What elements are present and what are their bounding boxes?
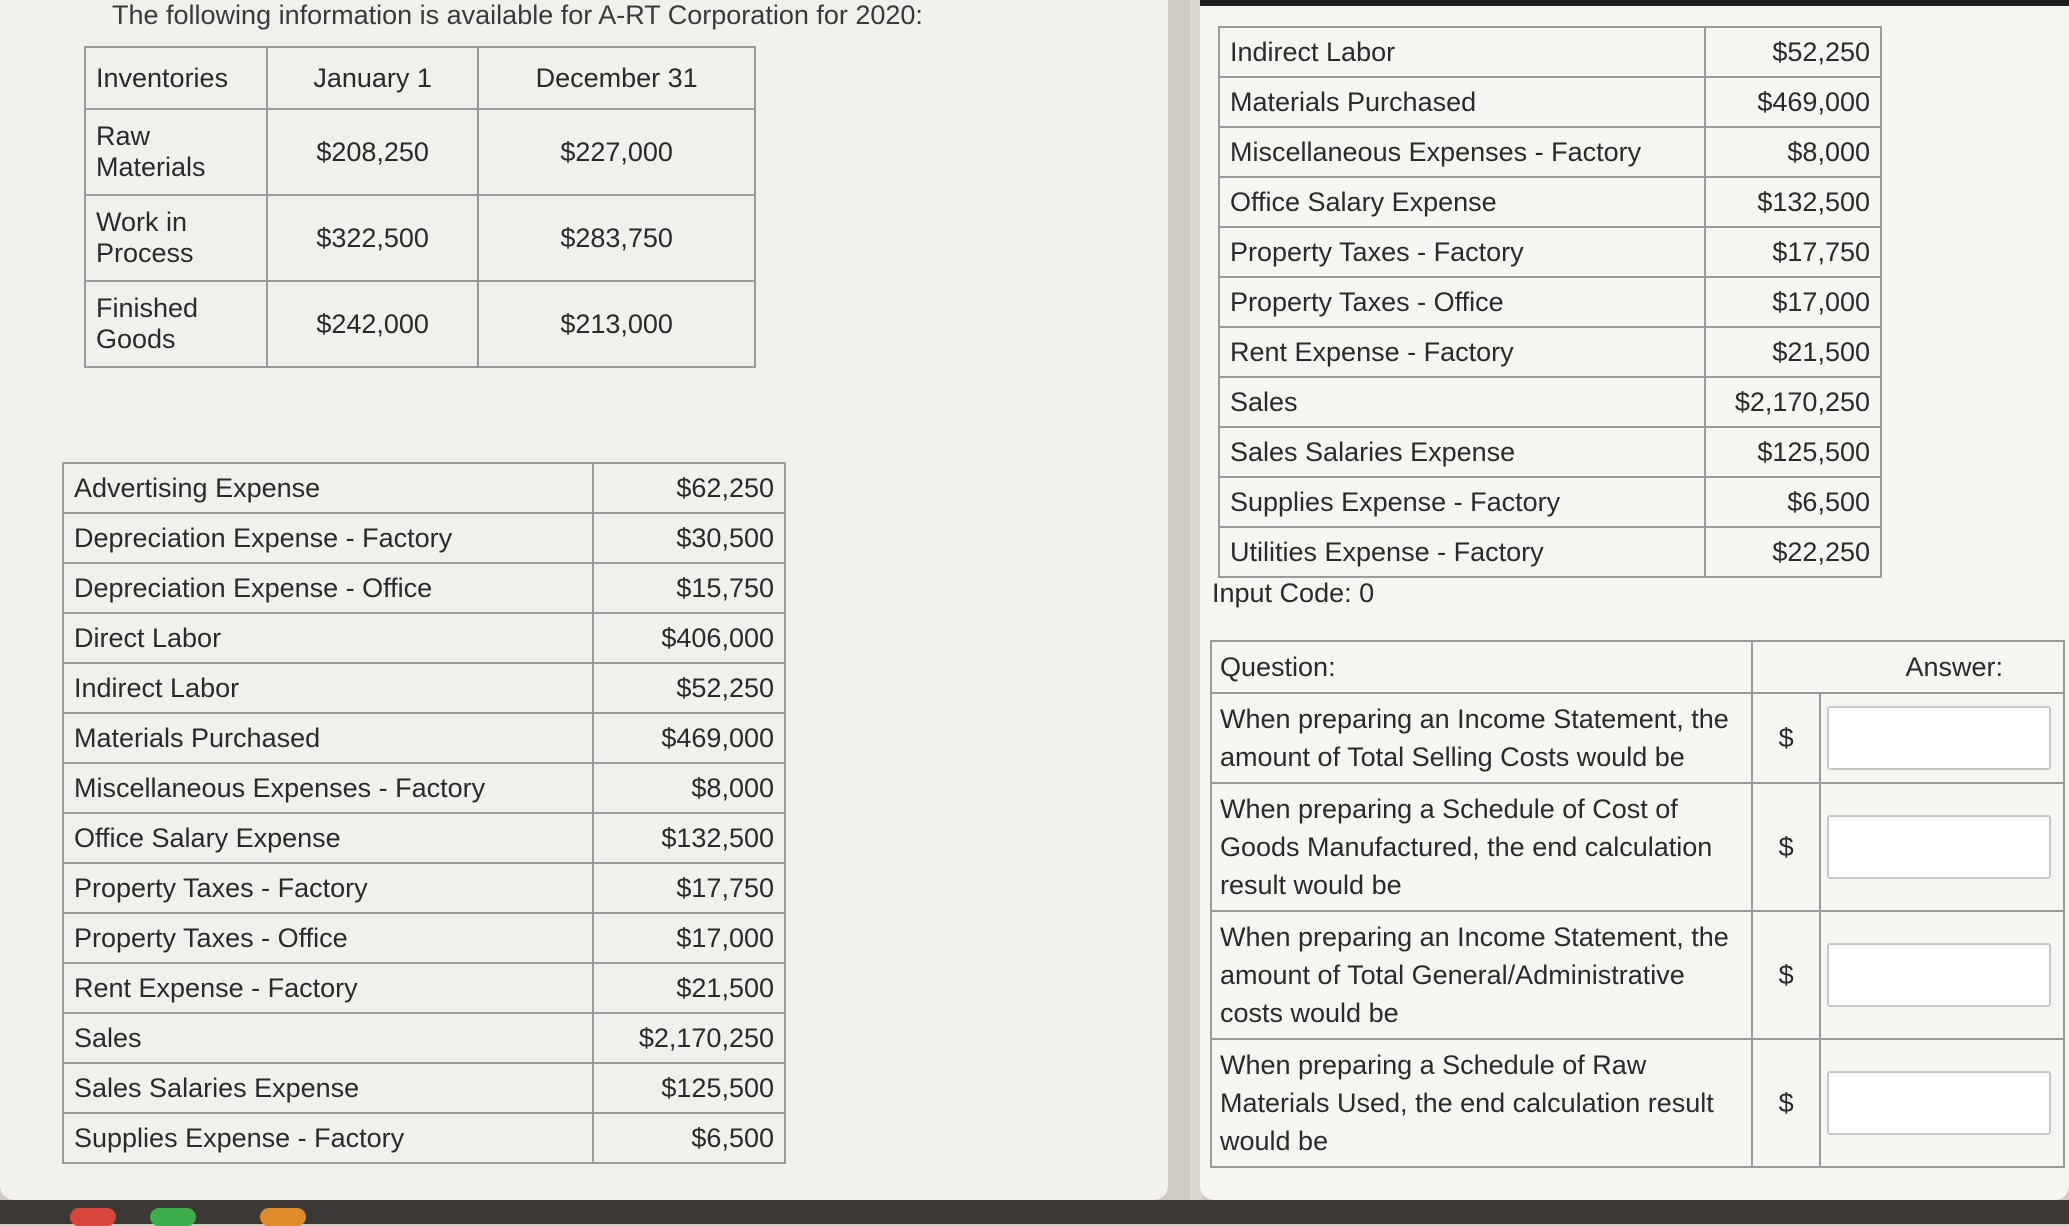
currency-symbol: $ xyxy=(1752,783,1820,911)
table-row xyxy=(85,281,755,367)
table-row xyxy=(63,863,785,913)
account-name: Property Taxes - Office xyxy=(1219,277,1705,327)
account-amount: $2,170,250 xyxy=(593,1013,785,1063)
taskbar-app-icon[interactable] xyxy=(260,1208,306,1226)
account-amount: $21,500 xyxy=(1705,327,1881,377)
row-label: Raw Materials xyxy=(85,109,267,195)
account-name: Rent Expense - Factory xyxy=(63,963,593,1013)
account-name: Indirect Labor xyxy=(63,663,593,713)
table-row xyxy=(63,513,785,563)
account-amount: $52,250 xyxy=(1705,27,1881,77)
table-row xyxy=(63,963,785,1013)
cell-value: $213,000 xyxy=(478,281,755,367)
account-name: Utilities Expense - Factory xyxy=(1219,527,1705,577)
account-name: Sales xyxy=(63,1013,593,1063)
input-code-label: Input Code: 0 xyxy=(1212,578,1375,608)
row-label: Work in Process xyxy=(85,195,267,281)
account-amount: $17,000 xyxy=(593,913,785,963)
account-amount: $6,500 xyxy=(593,1113,785,1163)
account-name: Sales Salaries Expense xyxy=(63,1063,593,1113)
right-question-panel xyxy=(1200,0,2069,1200)
account-name: Depreciation Expense - Factory xyxy=(63,513,593,563)
account-amount: $17,750 xyxy=(1705,227,1881,277)
taskbar-app-icon[interactable] xyxy=(70,1208,116,1226)
answer-input-raw-materials-used[interactable] xyxy=(1827,1071,2051,1135)
account-amount: $15,750 xyxy=(593,563,785,613)
account-amount: $21,500 xyxy=(593,963,785,1013)
account-amount: $125,500 xyxy=(593,1063,785,1113)
table-row xyxy=(1219,127,1881,177)
column-header: January 1 xyxy=(267,47,478,109)
currency-symbol: $ xyxy=(1752,1039,1820,1167)
cell-value: $242,000 xyxy=(267,281,478,367)
table-row xyxy=(63,813,785,863)
account-amount: $132,500 xyxy=(593,813,785,863)
account-amount: $125,500 xyxy=(1705,427,1881,477)
account-amount: $22,250 xyxy=(1705,527,1881,577)
intro-text: The following information is available for A-RT Corporation for 2020: xyxy=(112,0,923,30)
question-text: When preparing a Schedule of Cost of Goods Manufactured, the end calculation result would be xyxy=(1211,783,1752,911)
table-header-row xyxy=(85,47,755,109)
question-row xyxy=(1211,911,2064,1039)
table-row xyxy=(63,663,785,713)
table-row xyxy=(1219,27,1881,77)
table-row xyxy=(1219,327,1881,377)
cell-value: $322,500 xyxy=(267,195,478,281)
account-amount: $8,000 xyxy=(593,763,785,813)
table-row xyxy=(63,613,785,663)
account-name: Indirect Labor xyxy=(1219,27,1705,77)
table-row xyxy=(63,463,785,513)
account-name: Office Salary Expense xyxy=(1219,177,1705,227)
answer-input-total-selling-costs[interactable] xyxy=(1827,706,2051,770)
table-row xyxy=(1219,477,1881,527)
question-text: When preparing an Income Statement, the amount of Total General/Administrative costs would be xyxy=(1211,911,1752,1039)
account-name: Property Taxes - Factory xyxy=(1219,227,1705,277)
question-row xyxy=(1211,783,2064,911)
row-label: Finished Goods xyxy=(85,281,267,367)
question-row xyxy=(1211,693,2064,783)
table-row xyxy=(63,1113,785,1163)
answer-cell xyxy=(1820,783,2064,911)
currency-symbol: $ xyxy=(1752,911,1820,1039)
account-name: Rent Expense - Factory xyxy=(1219,327,1705,377)
account-name: Sales xyxy=(1219,377,1705,427)
table-row xyxy=(1219,227,1881,277)
question-table xyxy=(1210,640,2065,1168)
answer-cell xyxy=(1820,693,2064,783)
accounts-table xyxy=(62,462,786,1164)
cell-value: $283,750 xyxy=(478,195,755,281)
account-name: Property Taxes - Office xyxy=(63,913,593,963)
taskbar xyxy=(0,1200,2069,1224)
table-row xyxy=(1219,377,1881,427)
account-name: Direct Labor xyxy=(63,613,593,663)
account-amount: $2,170,250 xyxy=(1705,377,1881,427)
table-row xyxy=(1219,427,1881,477)
top-edge xyxy=(1200,0,2069,6)
cell-value: $208,250 xyxy=(267,109,478,195)
accounts-table-continued xyxy=(1218,26,1882,578)
answer-cell xyxy=(1820,1039,2064,1167)
cell-value: $227,000 xyxy=(478,109,755,195)
question-text: When preparing an Income Statement, the amount of Total Selling Costs would be xyxy=(1211,693,1752,783)
account-amount: $17,000 xyxy=(1705,277,1881,327)
table-row xyxy=(1219,77,1881,127)
table-row xyxy=(85,195,755,281)
account-name: Depreciation Expense - Office xyxy=(63,563,593,613)
inventories-table xyxy=(84,46,756,368)
table-row xyxy=(63,763,785,813)
account-name: Supplies Expense - Factory xyxy=(63,1113,593,1163)
table-row xyxy=(63,713,785,763)
account-name: Miscellaneous Expenses - Factory xyxy=(1219,127,1705,177)
question-header-row xyxy=(1211,641,2064,693)
column-header: Inventories xyxy=(85,47,267,109)
question-text: When preparing a Schedule of Raw Materials Used, the end calculation result would be xyxy=(1211,1039,1752,1167)
question-row xyxy=(1211,1039,2064,1167)
account-amount: $6,500 xyxy=(1705,477,1881,527)
question-header: Question: xyxy=(1211,641,1752,693)
account-amount: $52,250 xyxy=(593,663,785,713)
answer-header: Answer: xyxy=(1752,641,2064,693)
account-amount: $17,750 xyxy=(593,863,785,913)
account-name: Property Taxes - Factory xyxy=(63,863,593,913)
table-row xyxy=(63,1013,785,1063)
table-row xyxy=(1219,277,1881,327)
account-name: Office Salary Expense xyxy=(63,813,593,863)
account-name: Supplies Expense - Factory xyxy=(1219,477,1705,527)
account-amount: $469,000 xyxy=(593,713,785,763)
account-name: Materials Purchased xyxy=(1219,77,1705,127)
currency-symbol: $ xyxy=(1752,693,1820,783)
taskbar-app-icon[interactable] xyxy=(150,1208,196,1226)
table-row xyxy=(63,1063,785,1113)
column-header: December 31 xyxy=(478,47,755,109)
account-name: Miscellaneous Expenses - Factory xyxy=(63,763,593,813)
account-name: Sales Salaries Expense xyxy=(1219,427,1705,477)
table-row xyxy=(1219,527,1881,577)
table-row xyxy=(1219,177,1881,227)
answer-input-cost-of-goods-manufactured[interactable] xyxy=(1827,815,2051,879)
account-amount: $132,500 xyxy=(1705,177,1881,227)
table-row xyxy=(63,913,785,963)
account-amount: $406,000 xyxy=(593,613,785,663)
account-amount: $30,500 xyxy=(593,513,785,563)
account-amount: $62,250 xyxy=(593,463,785,513)
answer-input-total-general-admin-costs[interactable] xyxy=(1827,943,2051,1007)
table-row xyxy=(63,563,785,613)
answer-cell xyxy=(1820,911,2064,1039)
account-amount: $469,000 xyxy=(1705,77,1881,127)
table-row xyxy=(85,109,755,195)
account-name: Advertising Expense xyxy=(63,463,593,513)
account-amount: $8,000 xyxy=(1705,127,1881,177)
account-name: Materials Purchased xyxy=(63,713,593,763)
